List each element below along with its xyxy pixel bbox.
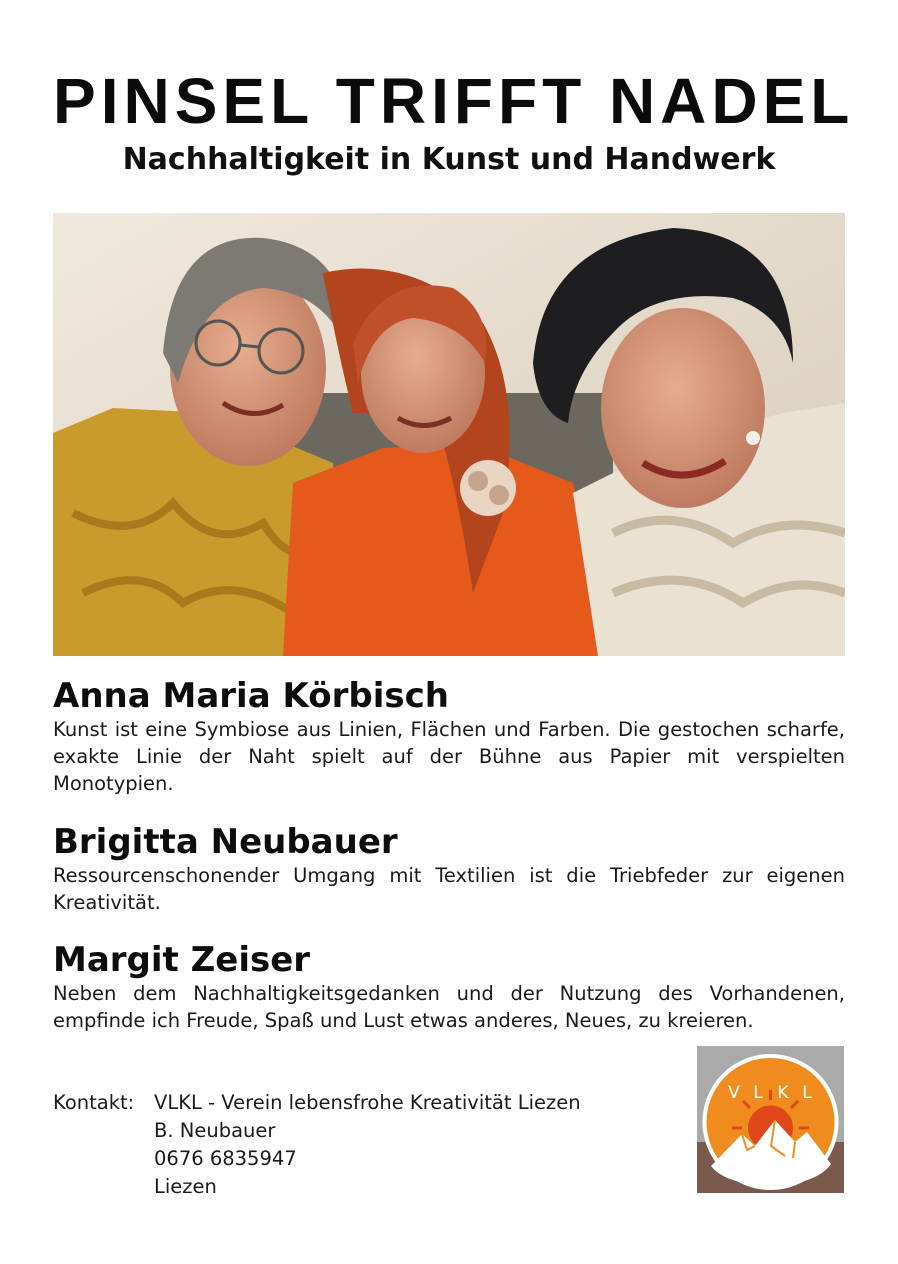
contact-label: Kontakt: <box>53 1091 135 1114</box>
artist-name: Brigitta Neubauer <box>53 822 398 862</box>
logo-letter: K <box>777 1083 789 1103</box>
artist-description: Ressourcenschonender Umgang mit Textilien ist die Triebfeder zur eigenen Kreativität. <box>53 864 845 914</box>
artist-name: Margit Zeiser <box>53 940 311 980</box>
contact-lines <box>154 1089 581 1201</box>
artist-name: Anna Maria Körbisch <box>53 676 449 716</box>
artist-description: Neben dem Nachhaltigkeitsgedanken und der Nutzung des Vorhandenen, empfinde ich Freude, Spaß und Lust etwas anderes, Neues, zu kreieren. <box>53 982 845 1032</box>
artists-group-photo <box>53 213 845 656</box>
contact-phone: 0676 6835947 <box>154 1147 297 1170</box>
contact-organization: VLKL - Verein lebensfrohe Kreativität Liezen <box>154 1091 581 1114</box>
logo-letter: V <box>728 1083 740 1103</box>
logo-letter: L <box>802 1083 812 1103</box>
poster-title: PINSEL TRIFFT NADEL <box>53 65 855 137</box>
poster-subtitle: Nachhaltigkeit in Kunst und Handwerk <box>122 142 776 177</box>
artist-section-neubauer <box>53 822 845 916</box>
artist-description: Kunst ist eine Symbiose aus Linien, Flächen und Farben. Die gestochen scharfe, exakte Linie der Naht spielt auf der Bühne aus Papier mit verspielten Monotypien. <box>53 718 845 795</box>
contact-person: B. Neubauer <box>154 1119 276 1142</box>
artist-section-zeiser <box>53 940 845 1034</box>
vlkl-logo <box>697 1046 844 1193</box>
logo-letter: L <box>753 1083 763 1103</box>
contact-city: Liezen <box>154 1175 217 1198</box>
artist-section-koerbisch <box>53 676 845 797</box>
